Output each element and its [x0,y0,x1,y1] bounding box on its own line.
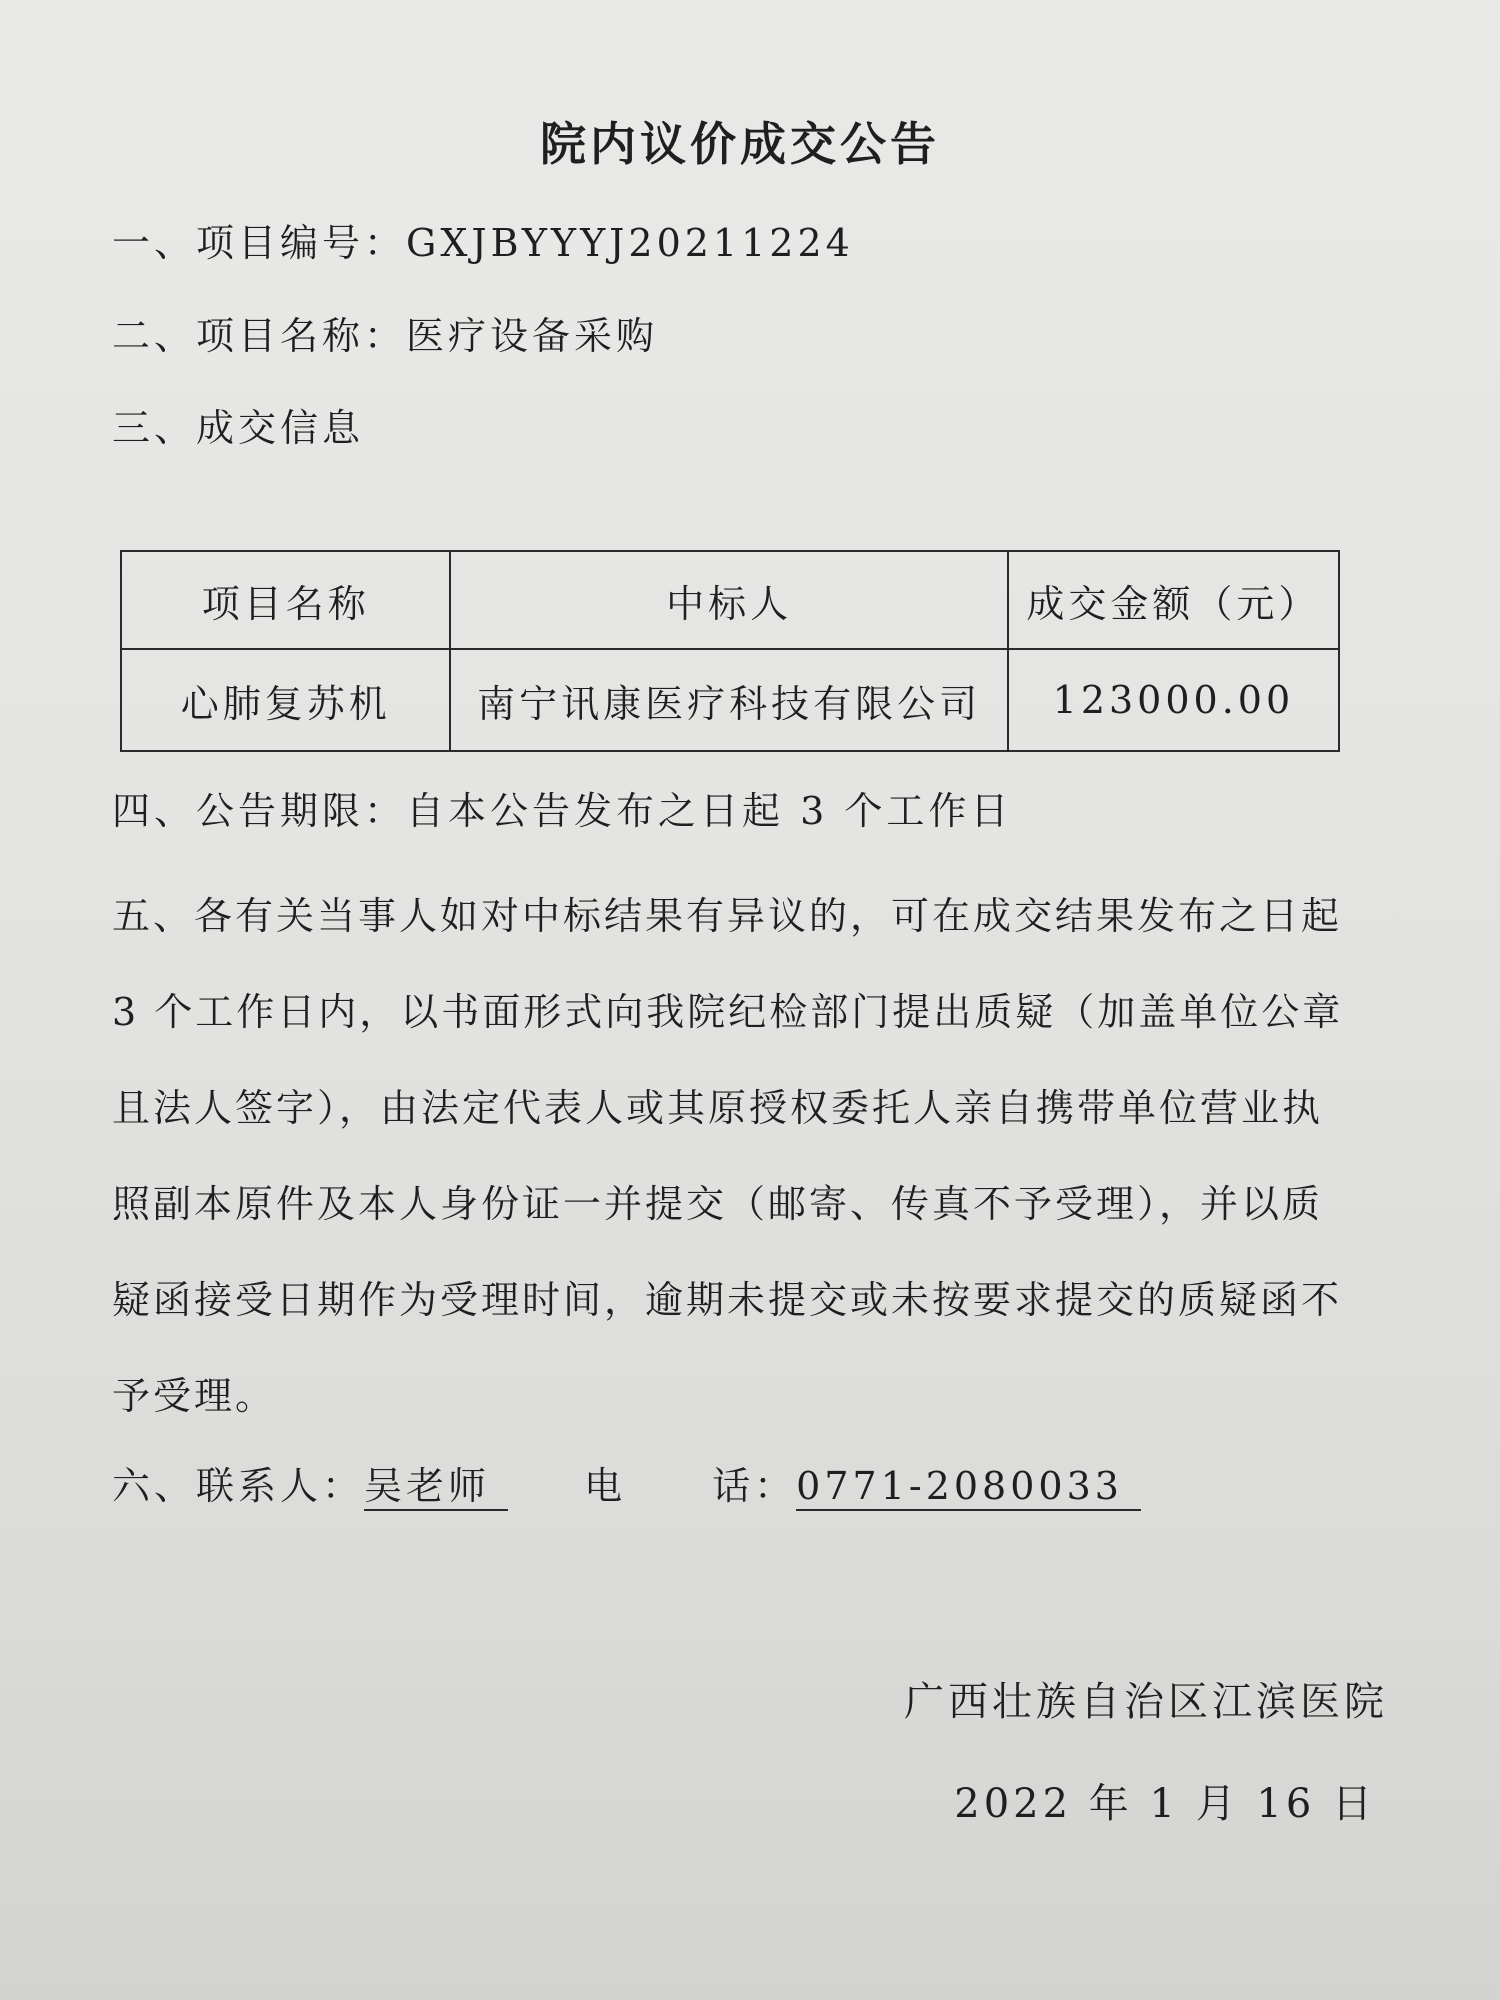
phone-label [584,1455,796,1510]
table-cell-winner: 南宁讯康医疗科技有限公司 [450,649,1007,751]
contact-phone: 0771-2080033 [796,1463,1141,1511]
contact-label: 六、联系人： [112,1464,365,1508]
project-number: 一、项目编号：GXJBYYYJ20211224 [112,221,854,265]
table-row [121,649,1339,751]
paragraph-line: 疑函接受日期作为受理时间，逾期未提交或未按要求提交的质疑函不 [112,1278,1343,1322]
paragraph-line: 且法人签字），由法定代表人或其原授权委托人亲自携带单位营业执 [112,1086,1324,1130]
transaction-table [120,550,1340,752]
paragraph-line: 3 个工作日内，以书面形式向我院纪检部门提出质疑（加盖单位公章 [112,990,1344,1034]
phone-label-part: 电 [584,1464,627,1508]
announcement-period: 四、公告期限：自本公告发布之日起 3 个工作日 [112,789,1013,833]
table-header-cell: 成交金额（元） [1008,551,1339,649]
table-cell-item: 心肺复苏机 [121,649,450,751]
paragraph-line: 予受理。 [112,1374,277,1418]
table-header-cell: 项目名称 [121,551,450,649]
phone-label-part: 话： [712,1464,797,1508]
contact-line [112,1455,1141,1511]
document-title: 院内议价成交公告 [540,117,940,171]
project-name: 二、项目名称：医疗设备采购 [112,314,659,358]
issuing-organization: 广西壮族自治区江滨医院 [904,1679,1388,1725]
paragraph-line: 五、各有关当事人如对中标结果有异议的，可在成交结果发布之日起 [112,894,1343,938]
table-header-row [121,551,1339,649]
contact-name: 吴老师 [364,1463,508,1511]
objection-paragraph [112,868,1412,1444]
transaction-info-heading: 三、成交信息 [112,406,365,450]
table-header-cell: 中标人 [450,551,1007,649]
table-cell-amount: 123000.00 [1008,649,1339,751]
issue-date: 2022 年 1 月 16 日 [954,1781,1376,1827]
paragraph-line: 照副本原件及本人身份证一并提交（邮寄、传真不予受理），并以质 [112,1182,1324,1226]
